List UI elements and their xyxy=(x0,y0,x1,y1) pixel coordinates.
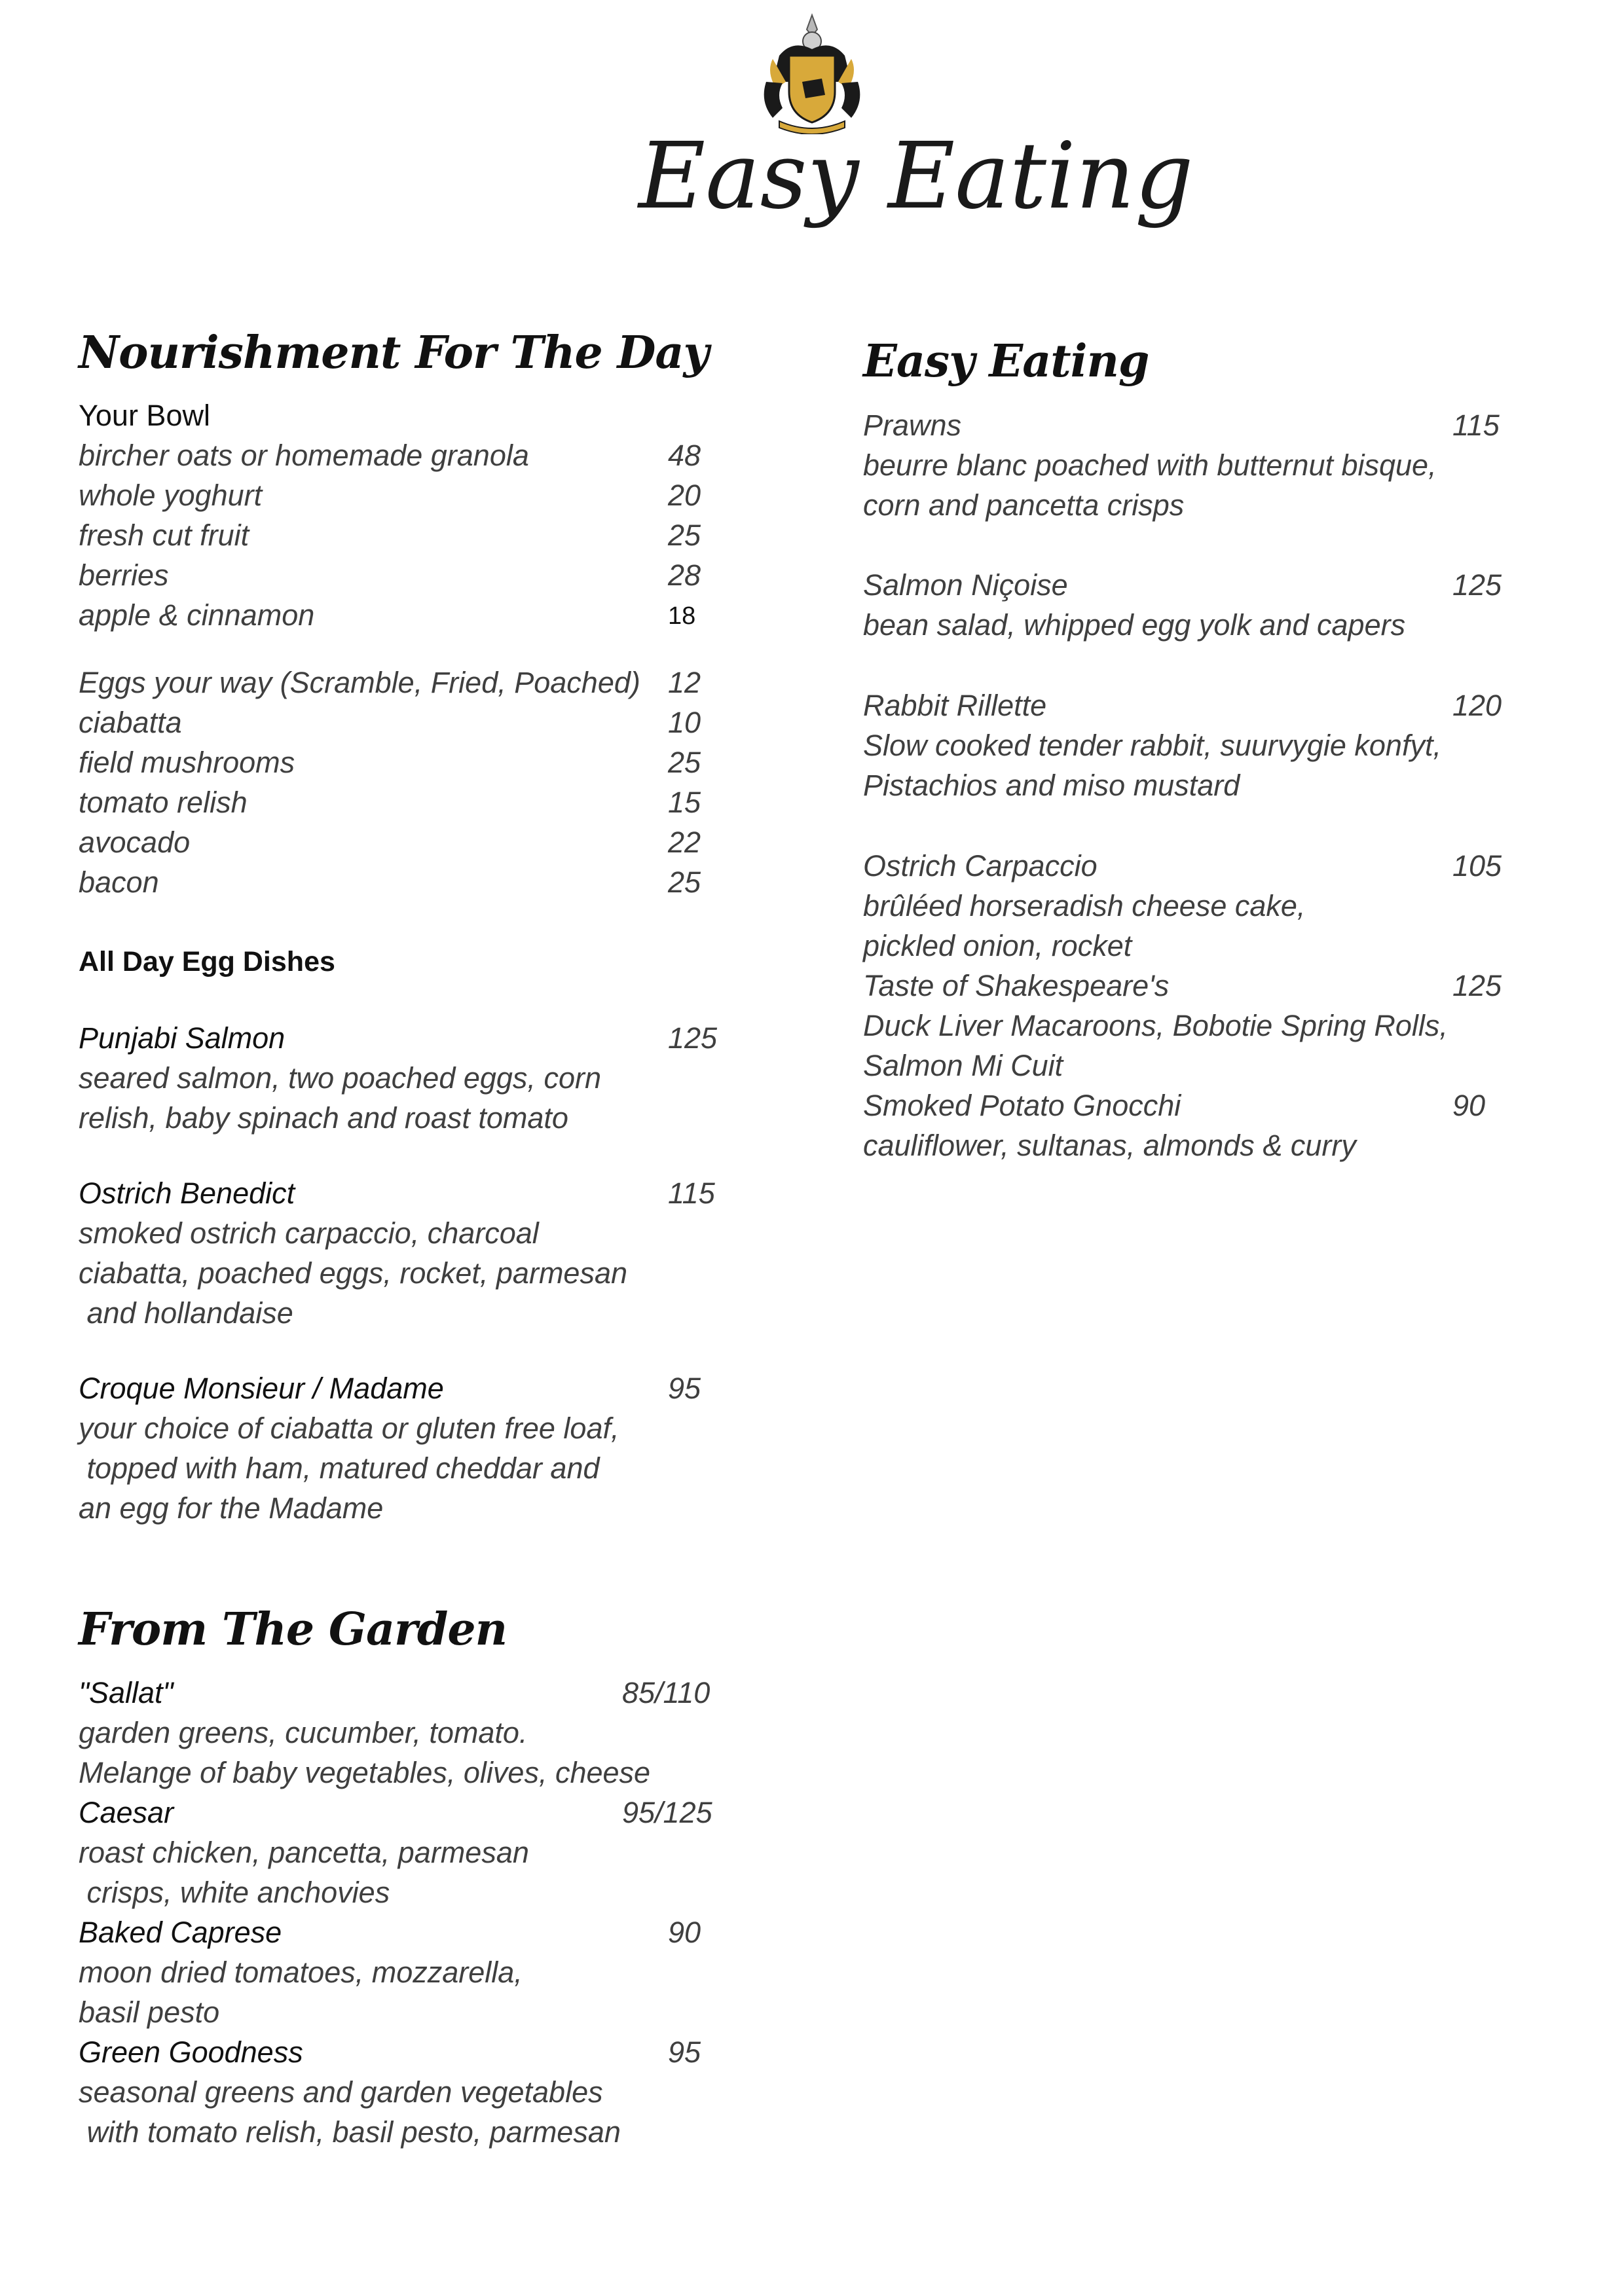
menu-item-description: corn and pancetta crisps xyxy=(863,488,1185,522)
menu-item-price: 115 xyxy=(668,1176,715,1210)
menu-item-description: brûléed horseradish cheese cake, xyxy=(863,889,1306,922)
menu-item-description: your choice of ciabatta or gluten free loaf, xyxy=(79,1412,619,1445)
menu-item-price: 48 xyxy=(668,439,701,472)
menu-item-price: 25 xyxy=(668,866,701,899)
menu-item-description: beurre blanc poached with butternut bisque, xyxy=(863,448,1437,482)
menu-item-price: 25 xyxy=(668,519,701,552)
menu-item-name: Prawns xyxy=(863,409,962,442)
menu-item-name: avocado xyxy=(79,826,191,859)
logo xyxy=(753,10,871,134)
menu-item-name: Ostrich Benedict xyxy=(79,1176,295,1210)
section-heading-easy-eating: Easy Eating xyxy=(863,335,1149,388)
subheading-your-bowl: Your Bowl xyxy=(79,399,210,432)
menu-item-description: cauliflower, sultanas, almonds & curry xyxy=(863,1129,1356,1162)
logo-word-eating: Eating xyxy=(888,123,1194,230)
menu-item-name: Ostrich Carpaccio xyxy=(863,849,1098,883)
menu-item-price: 95 xyxy=(668,2035,701,2069)
section-heading-nourishment: Nourishment For The Day xyxy=(79,327,709,379)
menu-item-name: Smoked Potato Gnocchi xyxy=(863,1089,1181,1122)
menu-item-description: crisps, white anchovies xyxy=(79,1876,390,1909)
menu-item-description: pickled onion, rocket xyxy=(863,929,1132,962)
menu-item-name: bircher oats or homemade granola xyxy=(79,439,529,472)
menu-item-name: "Sallat" xyxy=(79,1676,174,1709)
menu-item-name: field mushrooms xyxy=(79,746,295,779)
menu-item-price: 25 xyxy=(668,746,701,779)
menu-item-name: Baked Caprese xyxy=(79,1916,282,1949)
menu-item-price: 22 xyxy=(668,826,701,859)
menu-item-description: topped with ham, matured cheddar and xyxy=(79,1451,600,1485)
menu-item-name: tomato relish xyxy=(79,786,248,819)
menu-item-description: Slow cooked tender rabbit, suurvygie konfyt, xyxy=(863,729,1441,762)
logo-wordmark xyxy=(638,123,1194,230)
menu-item-description: seared salmon, two poached eggs, corn xyxy=(79,1061,601,1095)
menu-item-name: berries xyxy=(79,558,169,592)
menu-item-name: Salmon Niçoise xyxy=(863,568,1068,602)
menu-item-description: Pistachios and miso mustard xyxy=(863,769,1240,802)
menu-item-price: 115 xyxy=(1452,409,1500,442)
menu-item-name: Punjabi Salmon xyxy=(79,1021,286,1055)
menu-item-name: Eggs your way (Scramble, Fried, Poached) xyxy=(79,666,640,699)
menu-item-price: 28 xyxy=(668,558,701,592)
heraldic-crest-icon xyxy=(753,10,871,134)
menu-item-price: 12 xyxy=(668,666,701,699)
menu-item-name: Taste of Shakespeare's xyxy=(863,969,1170,1002)
menu-item-name: fresh cut fruit xyxy=(79,519,249,552)
menu-item-description: Duck Liver Macaroons, Bobotie Spring Rolls, xyxy=(863,1009,1448,1042)
menu-item-price: 20 xyxy=(668,479,701,512)
menu-item-price: 125 xyxy=(1452,568,1502,602)
menu-item-description: seasonal greens and garden vegetables xyxy=(79,2075,603,2109)
menu-item-name: Caesar xyxy=(79,1796,174,1829)
menu-item-price: 95 xyxy=(668,1372,701,1405)
menu-item-description: relish, baby spinach and roast tomato xyxy=(79,1101,568,1135)
menu-item-price: 10 xyxy=(668,706,701,739)
menu-item-description: ciabatta, poached eggs, rocket, parmesan xyxy=(79,1256,628,1290)
menu-item-description: with tomato relish, basil pesto, parmesan xyxy=(79,2115,621,2149)
menu-item-name: bacon xyxy=(79,866,159,899)
menu-item-description: an egg for the Madame xyxy=(79,1491,384,1525)
menu-item-name: apple & cinnamon xyxy=(79,598,315,632)
menu-item-description: Salmon Mi Cuit xyxy=(863,1049,1063,1082)
menu-item-description: bean salad, whipped egg yolk and capers xyxy=(863,608,1406,642)
menu-item-name: Croque Monsieur / Madame xyxy=(79,1372,444,1405)
menu-item-price: 105 xyxy=(1452,849,1502,883)
menu-item-description: Melange of baby vegetables, olives, cheese xyxy=(79,1756,651,1789)
menu-item-description: garden greens, cucumber, tomato. xyxy=(79,1716,528,1749)
menu-item-price: 90 xyxy=(1452,1089,1486,1122)
menu-item-description: smoked ostrich carpaccio, charcoal xyxy=(79,1216,539,1250)
menu-item-description: moon dried tomatoes, mozzarella, xyxy=(79,1956,523,1989)
menu-item-name: Green Goodness xyxy=(79,2035,303,2069)
menu-item-description: basil pesto xyxy=(79,1995,220,2029)
menu-item-price: 125 xyxy=(668,1021,718,1055)
section-heading-garden: From The Garden xyxy=(79,1603,507,1656)
menu-item-name: whole yoghurt xyxy=(79,479,263,512)
menu-item-price: 90 xyxy=(668,1916,701,1949)
subheading-all-day-egg-dishes: All Day Egg Dishes xyxy=(79,946,335,977)
menu-item-price: 120 xyxy=(1452,689,1502,722)
menu-item-price: 15 xyxy=(668,786,701,819)
menu-item-description: roast chicken, pancetta, parmesan xyxy=(79,1836,529,1869)
menu-item-price: 85/110 xyxy=(622,1676,710,1709)
menu-item-description: and hollandaise xyxy=(79,1296,293,1330)
menu-item-name: ciabatta xyxy=(79,706,182,739)
menu-item-price: 95/125 xyxy=(622,1796,712,1829)
menu-item-name: Rabbit Rillette xyxy=(863,689,1047,722)
menu-item-price: 18 xyxy=(668,602,696,630)
menu-item-price: 125 xyxy=(1452,969,1502,1002)
logo-word-easy: Easy xyxy=(638,123,859,230)
